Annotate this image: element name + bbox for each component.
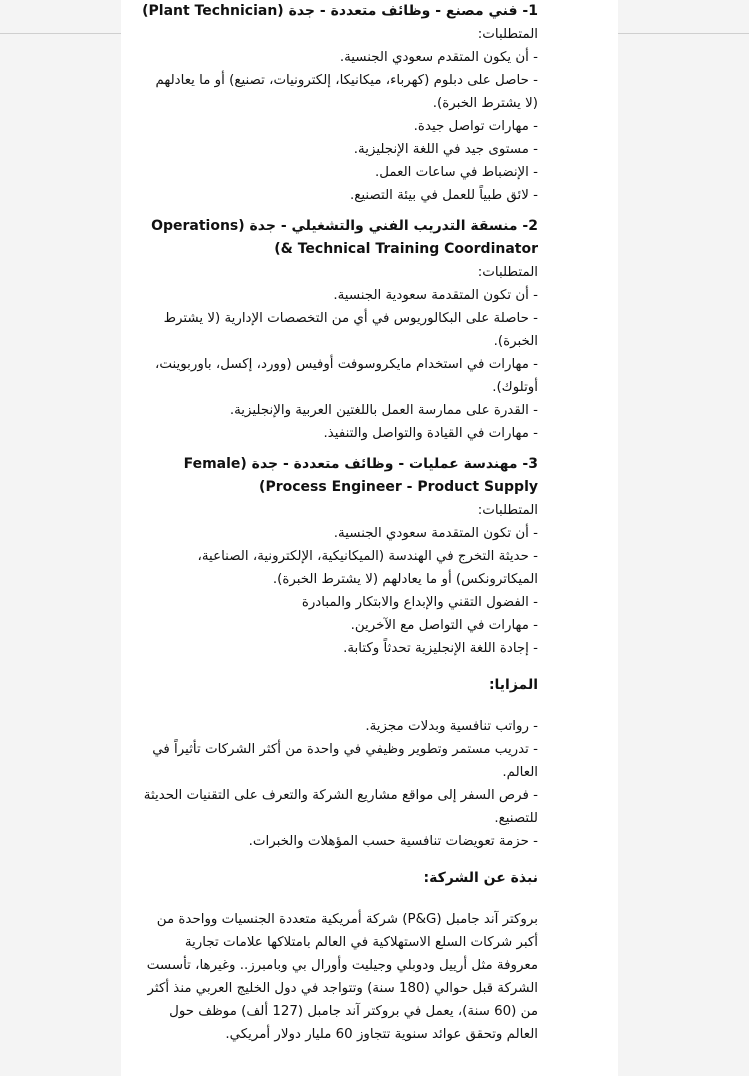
requirements-label: المتطلبات: [477, 503, 538, 518]
requirement-item: - مستوى جيد في اللغة الإنجليزية. [353, 142, 538, 157]
job-plant-technician [140, 0, 538, 207]
requirement-item: - مهارات تواصل جيدة. [413, 119, 538, 134]
requirement-item: - لائق طبياً للعمل في بيئة التصنيع. [349, 188, 538, 203]
benefits-heading: المزايا: [488, 677, 538, 693]
requirement-item: - الفضول التقني والإبداع والابتكار والمبادرة [301, 595, 538, 610]
company-section [140, 867, 538, 1046]
job-title: 1- فني مصنع - وظائف متعددة - جدة (Plant Technician) [142, 3, 538, 19]
benefit-item: - فرص السفر إلى مواقع مشاريع الشركة والتعرف على التقنيات الحديثة للتصنيع. [143, 788, 538, 826]
company-paragraph: بروكتر آند جامبل (P&G) شركة أمريكية متعددة الجنسيات وواحدة من أكبر شركات السلع الاستهلاكية في العالم بامتلاكها علامات تجارية معروفة مثل أرييل ودوبلي وجيليت وأورال بي وبامبرز.. وغيرها، تأسست الشركة قبل حوالي (180 سنة) وتتواجد في دول الخليج العربي منذ أكثر من (60 سنة)، يعمل في بروكتر آند جامبل (127 ألف) موظف حول العالم وتحقق عوائد سنوية تتجاوز 60 مليار دولار أمريكي. [146, 912, 538, 1042]
requirement-item: - أن يكون المتقدم سعودي الجنسية. [339, 50, 538, 65]
requirements-label: المتطلبات: [477, 27, 538, 42]
requirements-label: المتطلبات: [477, 265, 538, 280]
requirement-item: - حاصل على دبلوم (كهرباء، ميكانيكا، إلكترونيات، تصنيع) أو ما يعادلهم (لا يشترط الخبرة). [155, 73, 538, 111]
requirement-item: - إجادة اللغة الإنجليزية تحدثاً وكتابة. [343, 641, 538, 656]
page-rule-left [0, 33, 121, 34]
requirement-item: - أن تكون المتقدمة سعودية الجنسية. [333, 288, 538, 303]
job-title: 3- مهندسة عمليات - وظائف متعددة - جدة (Female Process Engineer - Product Supply) [183, 456, 538, 495]
benefit-item: - تدريب مستمر وتطوير وظيفي في واحدة من أكثر الشركات تأثيراً في العالم. [152, 742, 538, 780]
job-process-engineer [140, 453, 538, 660]
requirement-item: - أن تكون المتقدمة سعودي الجنسية. [333, 526, 538, 541]
requirement-item: - حديثة التخرج في الهندسة (الميكانيكية، الإلكترونية، الصناعية، الميكاترونكس) أو ما يعادلهم (لا يشترط الخبرة). [197, 549, 538, 587]
job-training-coordinator [140, 215, 538, 445]
requirement-item: - حاصلة على البكالوريوس في أي من التخصصات الإدارية (لا يشترط الخبرة). [163, 311, 538, 349]
benefit-item: - رواتب تنافسية وبدلات مجزية. [365, 719, 538, 734]
benefits-list [140, 715, 538, 853]
requirement-item: - الإنضباط في ساعات العمل. [375, 165, 538, 180]
requirement-item: - مهارات في التواصل مع الآخرين. [350, 618, 538, 633]
requirement-item: - مهارات في استخدام مايكروسوفت أوفيس (وورد، إكسل، باوربوينت، أوتلوك). [155, 357, 538, 395]
page-rule-right [618, 33, 749, 34]
requirements-list [140, 284, 538, 445]
requirement-item: - مهارات في القيادة والتواصل والتنفيذ. [323, 426, 538, 441]
requirements-list [140, 522, 538, 660]
benefits-section [140, 674, 538, 853]
company-heading: نبذة عن الشركة: [423, 870, 538, 886]
requirements-list [140, 46, 538, 207]
benefit-item: - حزمة تعويضات تنافسية حسب المؤهلات والخبرات. [248, 834, 538, 849]
document-content [140, 0, 538, 1046]
document-page [121, 0, 618, 1076]
job-title: 2- منسقة التدريب الفني والتشغيلي - جدة (Operations & Technical Training Coordinator) [151, 218, 538, 257]
requirement-item: - القدرة على ممارسة العمل باللغتين العربية والإنجليزية. [229, 403, 538, 418]
